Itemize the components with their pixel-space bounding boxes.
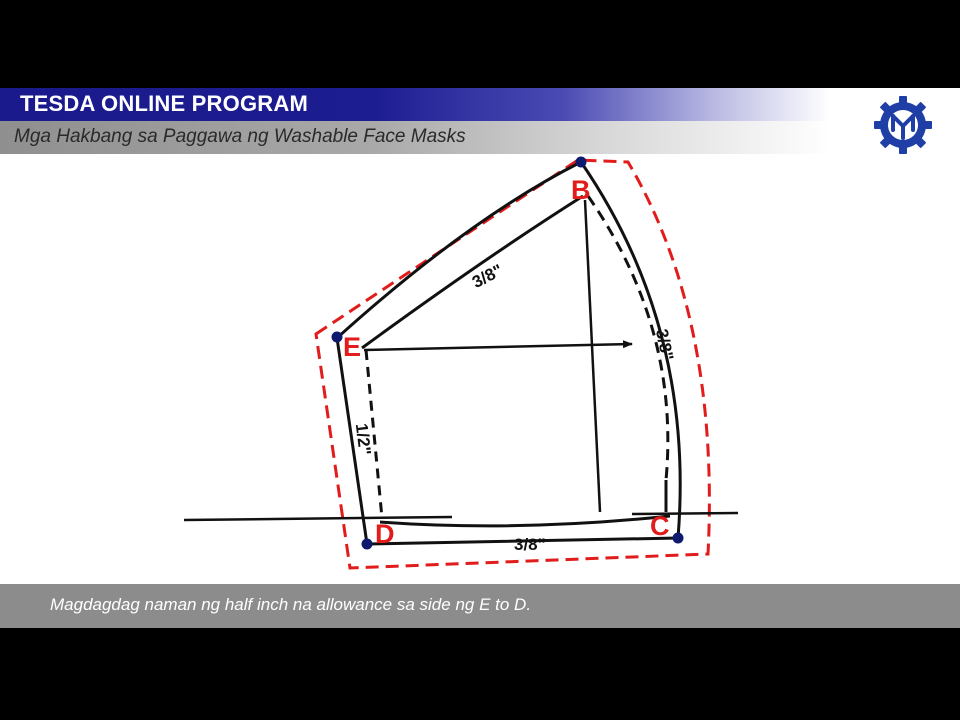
vertex-dot-e bbox=[332, 332, 343, 343]
program-title: TESDA ONLINE PROGRAM bbox=[20, 91, 308, 116]
point-label-b: B bbox=[571, 175, 591, 205]
vertex-dot-b bbox=[576, 157, 587, 168]
vertical-guide-line bbox=[585, 200, 600, 512]
stitch-line-e-to-b bbox=[362, 196, 583, 348]
vertex-dot-c bbox=[673, 533, 684, 544]
measurement-e-to-b: 3/8" bbox=[469, 260, 506, 292]
point-label-d: D bbox=[375, 519, 395, 549]
pattern-outer-outline bbox=[337, 162, 680, 544]
seam-allowance-outline bbox=[316, 160, 709, 568]
tesda-gear-logo-icon bbox=[872, 94, 934, 156]
measurement-b-to-c: 3/8" bbox=[651, 327, 678, 363]
subtitle-banner bbox=[0, 121, 830, 154]
measurement-e-to-d: 1/2" bbox=[351, 422, 375, 457]
lesson-subtitle: Mga Hakbang sa Paggawa ng Washable Face Masks bbox=[14, 126, 466, 147]
baseline-right bbox=[632, 513, 738, 514]
face-mask-pattern-diagram bbox=[0, 88, 960, 628]
baseline-left bbox=[184, 517, 452, 520]
measurement-d-to-c: 3/8" bbox=[514, 535, 546, 554]
title-banner bbox=[0, 88, 830, 121]
video-frame bbox=[0, 88, 960, 628]
caption-bar bbox=[0, 584, 960, 628]
vertex-dot-d bbox=[362, 539, 373, 550]
point-label-c: C bbox=[650, 511, 670, 541]
point-label-e: E bbox=[343, 332, 362, 362]
caption-text: Magdagdag naman ng half inch na allowance sa side ng E to D. bbox=[50, 595, 532, 614]
